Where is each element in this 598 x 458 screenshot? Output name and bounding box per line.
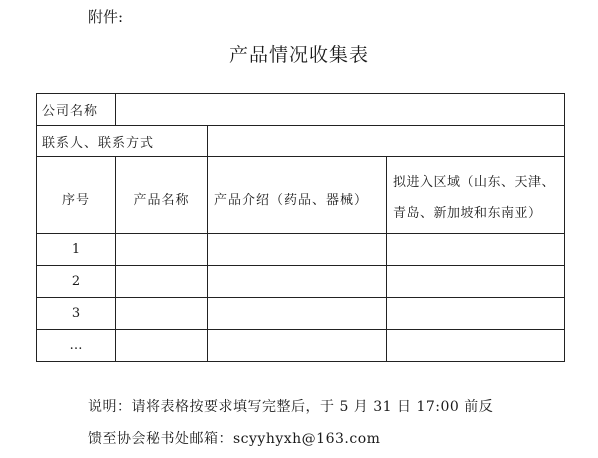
form-title: 产品情况收集表 bbox=[228, 44, 369, 66]
contact-label: 联系人、联系方式 bbox=[37, 126, 208, 157]
target-region-cell[interactable] bbox=[387, 330, 565, 362]
target-region-header: 拟进入区域（山东、天津、青岛、新加坡和东南亚） bbox=[387, 157, 565, 234]
table-row bbox=[37, 266, 565, 298]
product-name-cell[interactable] bbox=[116, 298, 208, 330]
table-row bbox=[37, 234, 565, 266]
product-intro-cell[interactable] bbox=[208, 234, 387, 266]
header-row bbox=[37, 157, 565, 234]
row-index: … bbox=[37, 330, 116, 362]
product-intro-cell[interactable] bbox=[208, 330, 387, 362]
product-name-header: 产品名称 bbox=[116, 157, 208, 234]
product-intro-cell[interactable] bbox=[208, 266, 387, 298]
company-name-cell[interactable] bbox=[116, 94, 565, 126]
contact-cell[interactable] bbox=[208, 126, 565, 157]
row-index: 1 bbox=[37, 234, 116, 266]
target-region-cell[interactable] bbox=[387, 266, 565, 298]
table-row bbox=[37, 330, 565, 362]
product-collection-table bbox=[36, 93, 565, 362]
row-index: 2 bbox=[37, 266, 116, 298]
index-header: 序号 bbox=[37, 157, 116, 234]
contact-row bbox=[37, 126, 565, 157]
company-row bbox=[37, 94, 565, 126]
product-intro-cell[interactable] bbox=[208, 298, 387, 330]
product-intro-header: 产品介绍（药品、器械） bbox=[208, 157, 387, 234]
product-name-cell[interactable] bbox=[116, 234, 208, 266]
table-row bbox=[37, 298, 565, 330]
target-region-cell[interactable] bbox=[387, 234, 565, 266]
product-name-cell[interactable] bbox=[116, 266, 208, 298]
row-index: 3 bbox=[37, 298, 116, 330]
target-region-cell[interactable] bbox=[387, 298, 565, 330]
contact-email-note: 馈至协会秘书处邮箱：scyyhyxh@163.com bbox=[88, 431, 381, 447]
product-name-cell[interactable] bbox=[116, 330, 208, 362]
instruction-note: 说明：请将表格按要求填写完整后，于 5 月 31 日 17:00 前反 bbox=[88, 399, 494, 415]
attachment-label: 附件: bbox=[88, 8, 124, 26]
company-name-label: 公司名称 bbox=[37, 94, 116, 126]
